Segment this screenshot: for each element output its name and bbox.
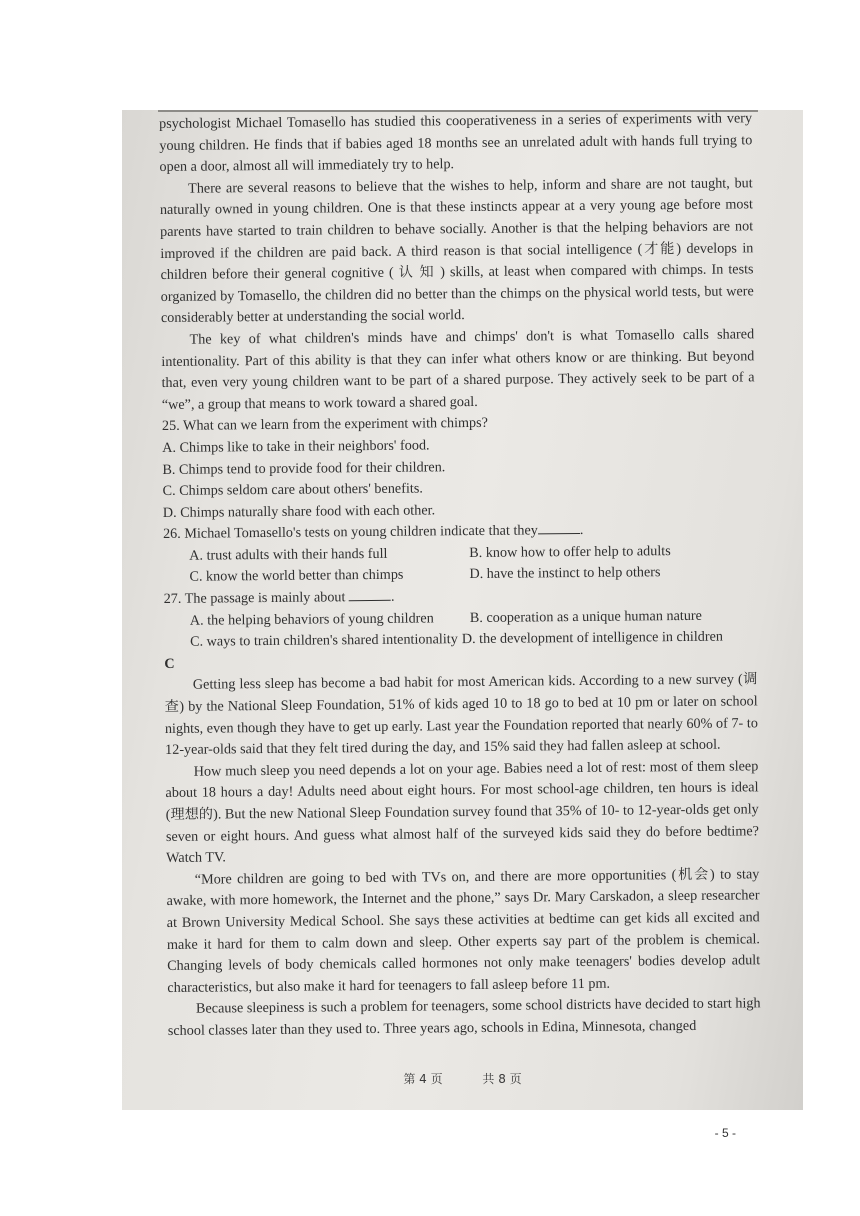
- section-heading-c: C: [164, 655, 175, 672]
- page-total-label: 共 8 页: [482, 1072, 522, 1086]
- q27-option-c: C. ways to train children's shared intentionality: [189, 631, 458, 650]
- q26-option-c: C. know the world better than chimps: [189, 567, 404, 586]
- page-number: - 5 -: [714, 1126, 736, 1140]
- paragraph-shared-intentionality: The key of what children's minds have and chimps' don't is what Tomasello calls shared intentionality. Part of this ability is that they can infer what others know or are thinking. But beyond that, even very young children want to be part of a shared purpose. They actively seek to be part of a “we”, a group that means to work toward a shared goal.: [161, 326, 755, 413]
- passage-body: [159, 110, 761, 1042]
- q25-option-c: C. Chimps seldom care about others' benefits.: [162, 480, 423, 500]
- paragraph-c1: Getting less sleep has become a bad habit for most American kids. According to a new survey (调查) by the National Sleep Foundation, 51% of kids aged 10 to 18 go to bed at 10 pm or later on school nights, even though they have to get up early. Last year the Foundation reported that nearly 60% of 7- to 12-year-olds said that they felt tired during the day, and 15% said they had fallen asleep at school.: [164, 671, 758, 759]
- question-25: 25. What can we learn from the experiment with chimps?: [161, 415, 489, 435]
- scanned-page-photo: [122, 110, 803, 1110]
- q25-option-b: B. Chimps tend to provide food for their children.: [162, 458, 446, 478]
- q25-option-d: D. Chimps naturally share food with each other.: [162, 502, 436, 521]
- question-26-stem: 26. Michael Tomasello's tests on young children indicate that they: [162, 522, 538, 543]
- question-26: 26. Michael Tomasello's tests on young children indicate that they .: [162, 522, 584, 543]
- q27-option-d: D. the development of intelligence in children: [461, 628, 724, 648]
- paragraph-reasons: There are several reasons to believe that the wishes to help, inform and share are not taught, but naturally owned in young children. One is that these instincts appear at a very young age before most parents have started to train children to behave socially. Another is that the helping behaviors are not improved if the children are paid back. A third reason is that social intelligence (才能) develops in children before their general cognitive ( 认 知 ) skills, at least when compared with chimps. In tests organized by Tomasello, the children did no better than the chimps on the physical world tests, but were considerably better at understanding the social world.: [159, 175, 754, 327]
- paragraph-tomasello: psychologist Michael Tomasello has studied this cooperativeness in a series of experiments with very young children. He finds that if babies aged 18 months see an unrelated adult with hands full trying to open a door, almost all will immediately try to help.: [159, 110, 753, 176]
- question-27-stem: 27. The passage is mainly about: [163, 589, 346, 608]
- q27-option-b: B. cooperation as a unique human nature: [469, 607, 702, 626]
- q26-option-a: A. trust adults with their hands full: [189, 545, 388, 564]
- q26-option-d: D. have the instinct to help others: [469, 564, 661, 583]
- paragraph-c3: “More children are going to bed with TVs on, and there are more opportunities (机会) to stay awake, with more homework, the Internet and the phone,” says Dr. Mary Carskadon, a sleep researcher at Brown University Medical School. She says these activities at bedtime can get kids all excited and make it hard for them to calm down and sleep. Other experts say part of the problem is chemical. Changing levels of body chemicals called hormones not only make teenagers' bodies develop adult characteristics, but also make it hard for teenagers to fall asleep before 11 pm.: [166, 866, 761, 996]
- paragraph-c4: Because sleepiness is such a problem for teenagers, some school districts have decided to start high school classes later than they used to. Three years ago, schools in Edina, Minnesota, changed: [167, 995, 761, 1039]
- page-current-label: 第 4 页: [403, 1072, 443, 1086]
- page-footer-label: [122, 1070, 803, 1087]
- q27-option-a: A. the helping behaviors of young children: [189, 610, 434, 629]
- question-27: 27. The passage is mainly about .: [163, 588, 395, 608]
- q25-option-a: A. Chimps like to take in their neighbors' food.: [162, 437, 430, 456]
- answer-blank: [349, 588, 391, 601]
- paragraph-c2: How much sleep you need depends a lot on your age. Babies need a lot of rest: most of them sleep about 18 hours a day! Adults need about eight hours. For most school-age children, ten hours is ideal (理想的). But the new National Sleep Foundation survey found that 35% of 10- to 12-year-olds get only seven or eight hours. And guess what almost half of the surveyed kids said they do before bedtime? Watch TV.: [165, 758, 759, 867]
- answer-blank: [538, 521, 580, 534]
- q26-option-b: B. know how to offer help to adults: [469, 542, 671, 561]
